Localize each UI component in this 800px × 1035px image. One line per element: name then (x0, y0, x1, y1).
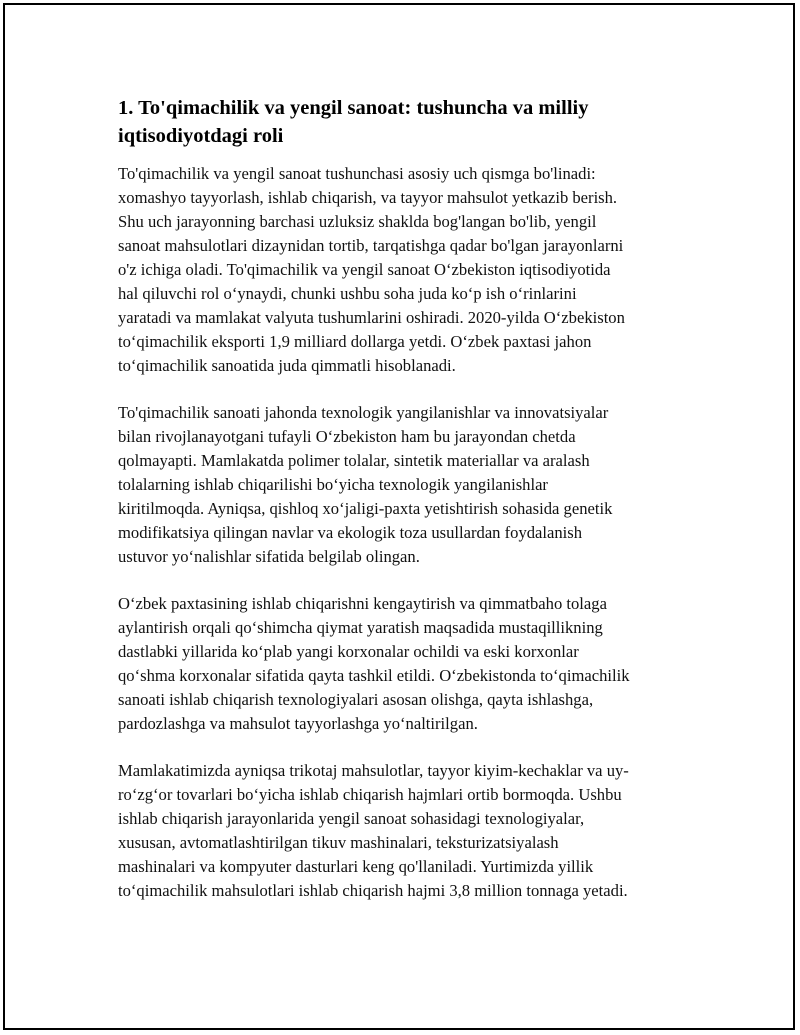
paragraph-2: To'qimachilik sanoati jahonda texnologik yangilanishlar va innovatsiyalar bilan rivojlanayotgani tufayli O‘zbekiston ham bu jarayondan chetda qolmayapti. Mamlakatda polimer tolalar, sintetik materiallar va aralash tolalarning ishlab chiqarilishi bo‘yicha texnologik yangilanishlar kiritilmoqda. Ayniqsa, qishloq xo‘jaligi-paxta yetishtirish sohasida genetik modifikatsiya qilingan navlar va ekologik toza usullardan foydalanish ustuvor yo‘nalishlar sifatida belgilab olingan. (118, 403, 613, 566)
paragraph-3: O‘zbek paxtasining ishlab chiqarishni kengaytirish va qimmatbaho tolaga aylantirish orqali qo‘shimcha qiymat yaratish maqsadida mustaqillikning dastlabki yillarida ko‘plab yangi korxonalar ochildi va eski korxonlar qo‘shma korxonalar sifatida qayta tashkil etildi. O‘zbekistonda to‘qimachilik sanoati ishlab chiqarish texnologiyalari asosan olishga, qayta ishlashga, pardozlashga va mahsulot tayyorlashga yo‘naltirilgan. (118, 594, 630, 733)
paragraph-1: To'qimachilik va yengil sanoat tushunchasi asosiy uch qismga bo'linadi: xomashyo tayyorlash, ishlab chiqarish, va tayyor mahsulot yetkazib berish. Shu uch jarayonning barchasi uzluksiz shaklda bog'langan bo'lib, yengil sanoat mahsulotlari dizaynidan tortib, tarqatishga qadar bo'lgan jarayonlarni o'z ichiga oladi. To'qimachilik va yengil sanoat O‘zbekiston iqtisodiyotida hal qiluvchi rol o‘ynaydi, chunki ushbu soha juda ko‘p ish o‘rinlarini yaratadi va mamlakat valyuta tushumlarini oshiradi. 2020-yilda O‘zbekiston to‘qimachilik eksporti 1,9 milliard dollarga yetdi. O‘zbek paxtasi jahon to‘qimachilik sanoatida juda qimmatli hisoblanadi. (118, 164, 625, 375)
paragraph-4: Mamlakatimizda ayniqsa trikotaj mahsulotlar, tayyor kiyim-kechaklar va uy- ro‘zg‘or tovarlari bo‘yicha ishlab chiqarish hajmlari ortib bormoqda. Ushbu ishlab chiqarish jarayonlarida yengil sanoat sohasidagi texnologiyalar, xususan, avtomatlashtirilgan tikuv mashinalari, teksturizatsiyalash mashinalari va kompyuter dasturlari keng qo'llaniladi. Yurtimizda yillik to‘qimachilik mahsulotlari ishlab chiqarish hajmi 3,8 million tonnaga yetadi. (118, 761, 629, 900)
section-heading: 1. To'qimachilik va yengil sanoat: tushuncha va milliy iqtisodiyotdagi roli (118, 97, 589, 147)
document-body (118, 94, 688, 926)
